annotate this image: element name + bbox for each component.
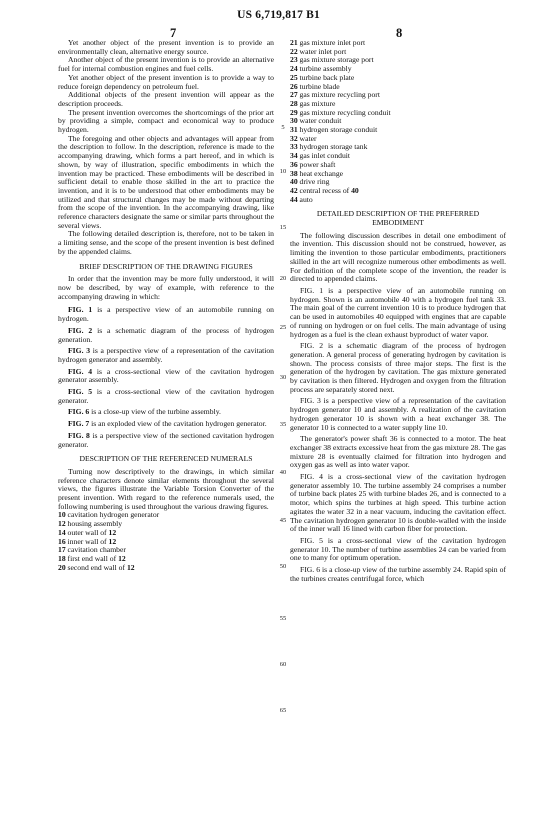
numeral-number: 34 (290, 151, 298, 161)
numeral-label: hydrogen storage conduit (297, 125, 378, 135)
numeral-number: 38 (290, 168, 298, 178)
figure-text: is a schematic diagram of the process of hydrogen generation. (58, 325, 274, 344)
numeral-label: auto (297, 194, 313, 204)
numeral-number: 42 (290, 185, 298, 195)
numeral-label: gas mixture inlet port (297, 38, 366, 47)
figure-description (58, 327, 274, 344)
numeral-label: first end wall of (65, 553, 119, 563)
numeral-number: 16 (58, 536, 66, 546)
numeral-number: 10 (58, 510, 66, 520)
line-number: 25 (279, 324, 287, 331)
body-paragraph: The following detailed description is, therefore, not to be taken in a limiting sense, and the scope of the present invention is best defined by the appended claims. (58, 229, 274, 256)
numeral-number: 33 (290, 142, 298, 152)
numeral-label: housing assembly (65, 519, 123, 529)
figure-label: FIG. 4 (68, 366, 93, 376)
line-number: 35 (279, 421, 287, 428)
figure-text: is an exploded view of the cavitation hydrogen generator. (89, 419, 267, 429)
line-number: 15 (279, 224, 287, 231)
figure-text: is a perspective view of an automobile running on hydrogen. (58, 305, 274, 324)
numeral-number: 26 (290, 81, 298, 91)
numeral-label: heat exchange (297, 168, 344, 178)
numeral-label: central recess of (297, 185, 352, 195)
body-paragraph: The present invention overcomes the shortcomings of the prior art by providing a simple, compact and economical way to produce hydrogen. (58, 107, 274, 135)
numeral-number: 40 (290, 177, 298, 187)
line-number: 50 (279, 563, 287, 570)
numeral-number: 24 (290, 64, 298, 74)
numeral-number: 31 (290, 125, 298, 135)
figure-label: FIG. 5 (68, 387, 93, 397)
numeral-item (290, 187, 506, 196)
detailed-description-heading: DETAILED DESCRIPTION OF THE PREFERRED EMBODIMENT (316, 209, 480, 228)
numeral-number: 20 (58, 562, 66, 572)
brief-intro: In order that the invention may be more fully understood, it will now be described, by way of example, with reference to the accompanying drawing in which: (58, 274, 274, 301)
numeral-number: 36 (290, 159, 298, 169)
body-paragraph: Additional objects of the present invention will appear as the description proceeds. (58, 90, 274, 108)
figure-text: is a cross-sectional view of the cavitation hydrogen generator. (58, 387, 274, 405)
numeral-label: cavitation hydrogen generator (65, 510, 160, 520)
numeral-label: turbine blade (297, 81, 340, 91)
body-paragraph: FIG. 3 is a perspective view of a representation of the cavitation hydrogen generator 10 and assembly. A realization of the cavitation hydrogen generator 10 is shown with a heat exchanger 38. The generator 10 is connected to a water supply line 10. (290, 396, 506, 432)
numeral-number: 28 (290, 98, 298, 108)
numeral-label: gas mixture storage port (297, 55, 374, 65)
line-number: 30 (279, 374, 287, 381)
body-paragraph: The following discussion describes in detail one embodiment of the invention. This discussion should not be construed, however, as limiting the invention to those particular embodiments, practitioners skilled in the art will recognize numerous other embodiments as well. For definition of the complete scope of the invention, the reader is directed to appended claims. (290, 230, 506, 284)
body-paragraph: FIG. 1 is a perspective view of an automobile running on hydrogen. Shown is an automobile 40 with a hydrogen fuel tank 33. The main goal of the current invention 10 is to produce hydrogen that can be used in automobiles 40 equipped with engines that are capable of running on hydrogen or on fuel cells. The main advantage of using hydrogen as a fuel is the clean exhaust byproduct of water vapor. (290, 285, 506, 339)
line-number: 5 (281, 124, 285, 131)
numeral-label: gas mixture (297, 98, 336, 108)
body-paragraph: FIG. 6 is a close-up view of the turbine assembly 24. Rapid spin of the turbines creates centrifugal force, which (290, 565, 506, 583)
numeral-label: turbine back plate (297, 72, 355, 82)
line-number: 45 (279, 517, 287, 524)
body-paragraph: FIG. 5 is a cross-sectional view of the cavitation hydrogen generator 10. The number of turbine assemblies 24 can be varied from one to many for optimum operation. (290, 535, 506, 563)
body-paragraph: Another object of the present invention is to provide an alternative fuel for internal combustion engines and fuel cells. (58, 55, 274, 74)
body-paragraph: FIG. 2 is a schematic diagram of the process of hydrogen generation. A general process of generating hydrogen by cavitation is shown. The process consists of three major steps. The first is the generation of the hydrogen by cavitation. The gas mixture generated by cavitation is then filtered. Hydrogen and oxygen from the filtration process are separately stored next. (290, 341, 506, 394)
right-page-number: 8 (396, 26, 403, 40)
numeral-number: 30 (290, 116, 298, 126)
numeral-ref: 12 (108, 527, 117, 537)
numeral-label: power shaft (297, 159, 336, 169)
numeral-label: water inlet port (297, 46, 347, 56)
numeral-ref: 12 (118, 553, 126, 563)
detailed-paragraphs (290, 232, 506, 584)
figure-description (58, 388, 274, 405)
numeral-label: gas mixture recycling conduit (297, 107, 391, 117)
numeral-label: gas mixture recycling port (297, 90, 380, 100)
numeral-label: outer wall of (65, 527, 109, 537)
numeral-label: inner wall of (65, 536, 109, 546)
right-column (290, 39, 506, 583)
line-number: 60 (279, 661, 287, 668)
numeral-ref: 12 (108, 536, 117, 546)
numeral-list-right (290, 39, 506, 204)
numeral-label: gas inlet conduit (297, 151, 351, 161)
body-paragraph: FIG. 4 is a cross-sectional view of the cavitation hydrogen generator assembly 10. The turbine assembly 24 comprises a number of turbine back plates 25 with turbine blades 26, and is connected to a motor, which spins the turbines at high speed. This turbine action agitates the water 32 in a near vacuum, inducing the cavitation effect. The cavitation hydrogen generator 10 is double-walled with the inside of the inner wall 16 lined with carbon fiber for protection. (290, 472, 506, 534)
numeral-label: turbine assembly (297, 64, 352, 74)
figure-description (58, 432, 274, 449)
numeral-number: 29 (290, 107, 298, 117)
figure-description (58, 306, 274, 323)
body-paragraph: Yet another object of the present invention is to provide a way to reduce foreign dependency on petroleum fuel. (58, 72, 274, 91)
figure-label: FIG. 2 (68, 325, 93, 335)
figure-description (58, 347, 274, 364)
numeral-ref: 12 (126, 562, 135, 572)
figure-description (58, 368, 274, 385)
numeral-label: second end wall of (65, 562, 127, 572)
figure-label: FIG. 1 (68, 305, 93, 315)
numeral-number: 17 (58, 545, 66, 555)
figure-text: is a perspective view of the sectioned cavitation hydrogen generator. (58, 430, 275, 449)
left-column (58, 39, 274, 572)
numeral-number: 25 (290, 72, 298, 82)
brief-description-heading: BRIEF DESCRIPTION OF THE DRAWING FIGURES (79, 261, 253, 271)
body-paragraph: Yet another object of the present invention is to provide an environmentally clean, alternative energy source. (58, 38, 274, 56)
intro-paragraphs (58, 39, 274, 257)
numeral-number: 32 (290, 133, 298, 143)
figure-list (58, 306, 274, 449)
numeral-label: hydrogen storage tank (297, 142, 368, 152)
line-number: 55 (279, 615, 287, 622)
figure-label: FIG. 3 (68, 346, 91, 356)
body-paragraph: The foregoing and other objects and advantages will appear from the description to follow. In the description, reference is made to the accompanying drawing, which forms a part hereof, and in which is shown, by way of illustration, specific embodiments in which the invention may be practiced. These embodiments will be described in sufficient detail to enable those skilled in the art to practice the invention, and it is to be understood that other embodiments may be utilized and that structural changes may be made without departing from the scope of the invention. In the accompanying drawing, like reference characters designate the same or similar parts throughout the several views. (58, 133, 274, 230)
numeral-ref: 40 (351, 185, 359, 195)
numeral-item (290, 126, 506, 135)
line-number: 65 (279, 707, 287, 714)
numeral-label: water conduit (297, 116, 342, 126)
line-number: 10 (279, 168, 287, 175)
figure-label: FIG. 8 (68, 430, 90, 440)
numeral-number: 18 (58, 553, 66, 563)
referenced-numerals-intro: Turning now descriptively to the drawings, in which similar reference characters denote similar elements throughout the several views, the figures illustrate the Variable Torsion Converter of the present invention. With regard to the reference numerals used, the following numbering is used throughout the various drawing figures. (58, 466, 274, 511)
numeral-number: 14 (58, 527, 66, 537)
line-number: 40 (279, 469, 287, 476)
numeral-label: drive ring (297, 177, 330, 187)
numeral-number: 44 (290, 194, 298, 204)
figure-label: FIG. 7 (68, 419, 90, 429)
numeral-number: 21 (290, 38, 298, 47)
numeral-number: 27 (290, 90, 298, 100)
left-page-number: 7 (170, 26, 177, 40)
figure-description (58, 420, 274, 429)
numeral-label: cavitation chamber (65, 545, 126, 555)
numeral-list-left (58, 511, 274, 572)
figure-label: FIG. 6 (68, 407, 90, 417)
numeral-item (290, 196, 506, 205)
figure-description (58, 408, 274, 417)
numeral-number: 12 (58, 519, 66, 529)
body-paragraph: The generator's power shaft 36 is connected to a motor. The heat exchanger 38 extracts excessive heat from the gas mixture 28. The gas mixture 28 is eventually claimed for filtration into hydrogen and oxygen gas as well as into water vapor. (290, 434, 506, 470)
numeral-number: 23 (290, 55, 298, 65)
figure-text: is a close-up view of the turbine assembly. (89, 407, 221, 417)
numeral-item (58, 564, 274, 573)
patent-number: US 6,719,817 B1 (237, 9, 320, 21)
numeral-label: water (297, 133, 317, 143)
referenced-numerals-heading: DESCRIPTION OF THE REFERENCED NUMERALS (79, 454, 253, 464)
line-number: 20 (279, 275, 287, 282)
figure-text: is a cross-sectional view of the cavitation hydrogen generator assembly. (58, 366, 274, 385)
numeral-number: 22 (290, 46, 298, 56)
figure-text: is a perspective view of a representation of the cavitation hydrogen generator and assembly. (58, 346, 274, 364)
